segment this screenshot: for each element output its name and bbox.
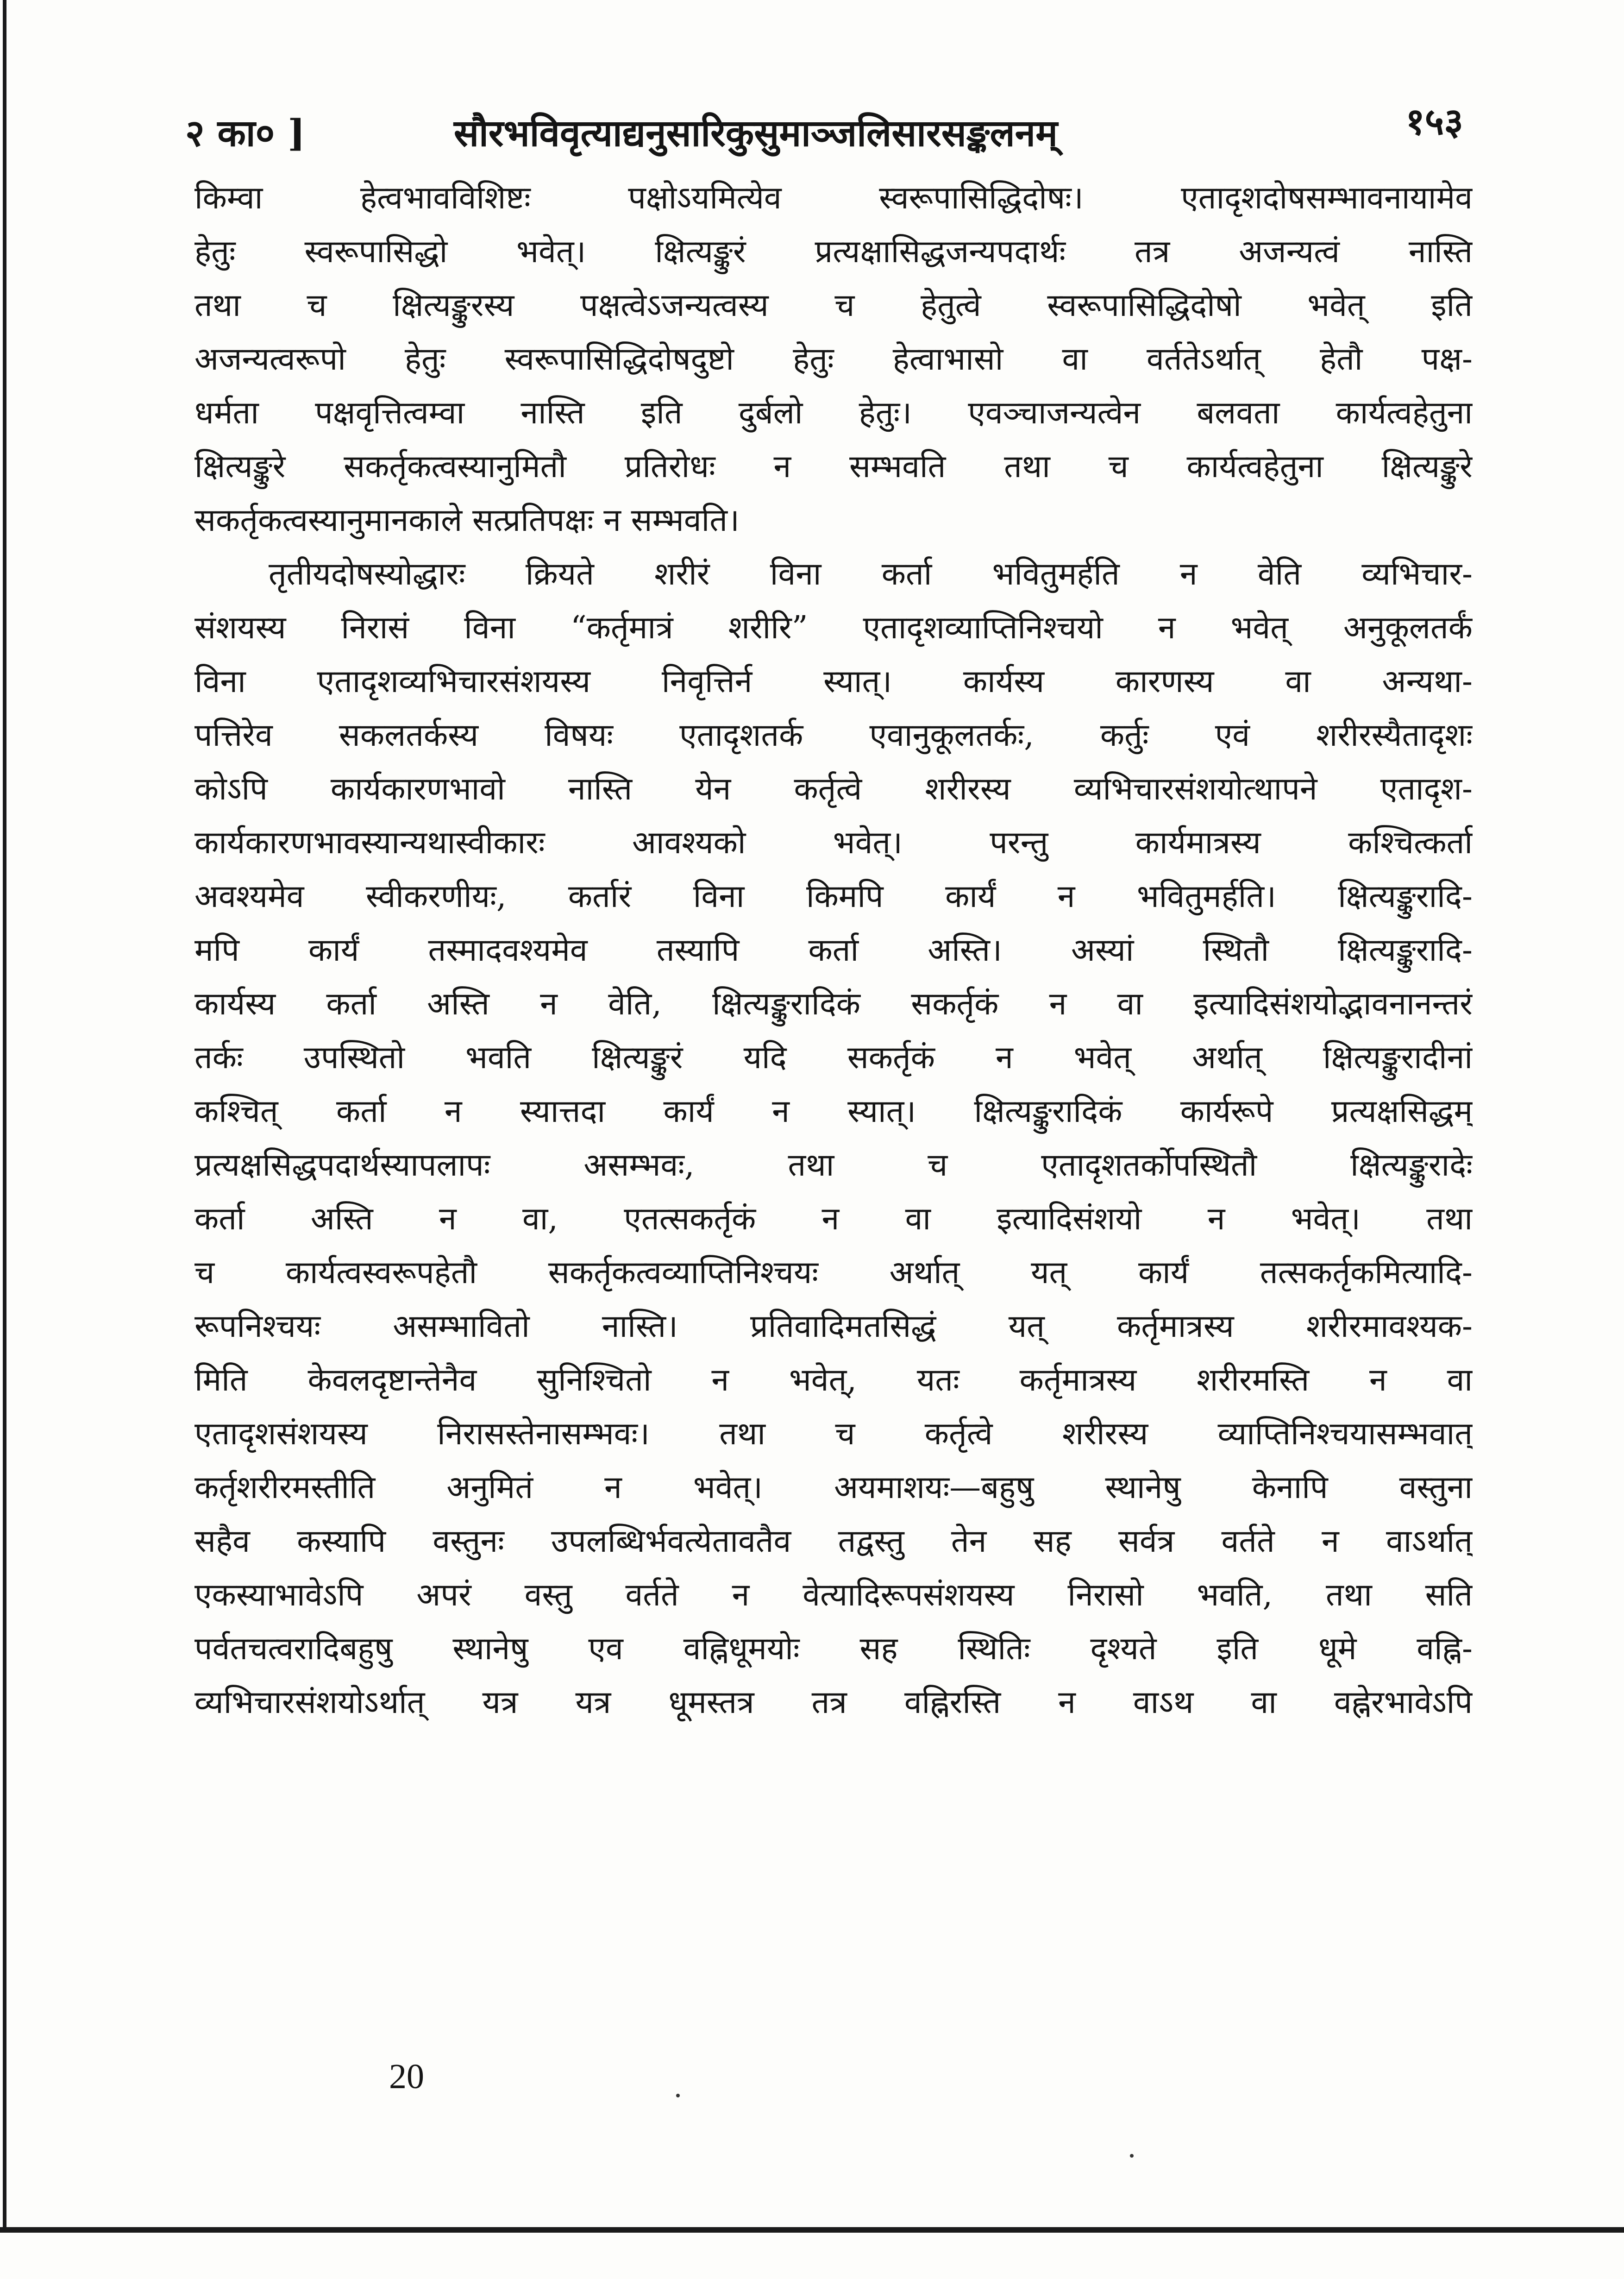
text-line: कोऽपि कार्यकारणभावो नास्ति येन कर्तृत्वे शरीरस्य व्यभिचारसंशयोत्थापने एतादृश- <box>194 771 1473 807</box>
text-line: कार्यस्य कर्ता अस्ति न वेति, क्षित्यङ्कुरादिकं सकर्तृकं न वा इत्यादिसंशयोद्भावनानन्तरं <box>194 986 1473 1022</box>
body-text <box>194 171 1473 1730</box>
left-binding-edge <box>3 0 6 2228</box>
text-line: हेतुः स्वरूपासिद्धो भवेत्। क्षित्यङ्कुरं प्रत्यक्षासिद्धजन्यपदार्थः तत्र अजन्यत्वं नास्ति <box>194 233 1473 270</box>
text-line: प्रत्यक्षसिद्धपदार्थस्यापलापः असम्भवः, तथा च एतादृशतर्कोपस्थितौ क्षित्यङ्कुरादेः <box>194 1147 1473 1184</box>
text-line: एतादृशसंशयस्य निरासस्तेनासम्भवः। तथा च कर्तृत्वे शरीरस्य व्याप्तिनिश्चयासम्भवात् <box>194 1416 1473 1452</box>
text-line: मपि कार्यं तस्मादवश्यमेव तस्यापि कर्ता अस्ति। अस्यां स्थितौ क्षित्यङ्कुरादि- <box>194 932 1473 969</box>
text-line: कर्तृशरीरमस्तीति अनुमितं न भवेत्। अयमाशयः—बहुषु स्थानेषु केनापि वस्तुना <box>194 1469 1473 1506</box>
scan-speck <box>1130 2154 1134 2158</box>
text-line: संशयस्य निरासं विना “कर्तृमात्रं शरीरि” एतादृशव्याप्तिनिश्चयो न भवेत् अनुकूलतर्कं <box>194 610 1473 646</box>
text-line: कर्ता अस्ति न वा, एतत्सकर्तृकं न वा इत्यादिसंशयो न भवेत्। तथा <box>194 1201 1473 1237</box>
text-line: कश्चित् कर्ता न स्यात्तदा कार्यं न स्यात्। क्षित्यङ्कुरादिकं कार्यरूपे प्रत्यक्षसिद्धम् <box>194 1093 1473 1130</box>
text-line: अवश्यमेव स्वीकरणीयः, कर्तारं विना किमपि कार्यं न भवितुमर्हति। क्षित्यङ्कुरादि- <box>194 878 1473 915</box>
text-line: अजन्यत्वरूपो हेतुः स्वरूपासिद्धिदोषदुष्टो हेतुः हेत्वाभासो वा वर्ततेऽर्थात् हेतौ पक्ष- <box>194 341 1473 378</box>
text-line: कार्यकारणभावस्यान्यथास्वीकारः आवश्यको भवेत्। परन्तु कार्यमात्रस्य कश्चित्कर्ता <box>194 825 1473 861</box>
text-line: तथा च क्षित्यङ्कुरस्य पक्षत्वेऽजन्यत्वस्य च हेतुत्वे स्वरूपासिद्धिदोषो भवेत् इति <box>194 287 1473 324</box>
chapter-marker: २ का० ] <box>185 111 305 155</box>
text-line: विना एतादृशव्यभिचारसंशयस्य निवृत्तिर्न स्यात्। कार्यस्य कारणस्य वा अन्यथा- <box>194 663 1473 700</box>
text-line: पर्वतचत्वरादिबहुषु स्थानेषु एव वह्निधूमयोः सह स्थितिः दृश्यते इति धूमे वह्नि- <box>194 1631 1473 1667</box>
text-line: किम्वा हेत्वभावविशिष्टः पक्षोऽयमित्येव स्वरूपासिद्धिदोषः। एतादृशदोषसम्भावनायामेव <box>194 180 1473 216</box>
text-line: धर्मता पक्षवृत्तित्वम्वा नास्ति इति दुर्बलो हेतुः। एवञ्चाजन्यत्वेन बलवता कार्यत्वहेतुना <box>194 395 1473 431</box>
text-line: तर्कः उपस्थितो भवति क्षित्यङ्कुरं यदि सकर्तृकं न भवेत् अर्थात् क्षित्यङ्कुरादीनां <box>194 1039 1473 1076</box>
text-line: सहैव कस्यापि वस्तुनः उपलब्धिर्भवत्येतावतैव तद्वस्तु तेन सह सर्वत्र वर्तते न वाऽर्थात् <box>194 1523 1473 1560</box>
text-line: मिति केवलदृष्टान्तेनैव सुनिश्चितो न भवेत्, यतः कर्तृमात्रस्य शरीरमस्ति न वा <box>194 1362 1473 1398</box>
signature-mark: 20 <box>389 2057 424 2096</box>
bottom-page-edge <box>0 2227 1624 2233</box>
text-line: सकर्तृकत्वस्यानुमानकाले सत्प्रतिपक्षः न सम्भवति। <box>194 502 740 539</box>
text-line: व्यभिचारसंशयोऽर्थात् यत्र यत्र धूमस्तत्र तत्र वह्निरस्ति न वाऽथ वा वह्नेरभावेऽपि <box>194 1684 1473 1721</box>
scan-speck <box>676 2094 680 2097</box>
text-line: रूपनिश्चयः असम्भावितो नास्ति। प्रतिवादिमतसिद्धं यत् कर्तृमात्रस्य शरीरमावश्यक- <box>194 1308 1473 1345</box>
page-number: १५३ <box>1405 100 1463 143</box>
text-line: च कार्यत्वस्वरूपहेतौ सकर्तृकत्वव्याप्तिनिश्चयः अर्थात् यत् कार्यं तत्सकर्तृकमित्यादि- <box>194 1254 1473 1291</box>
text-line: एकस्याभावेऽपि अपरं वस्तु वर्तते न वेत्यादिरूपसंशयस्य निरासो भवति, तथा सति <box>194 1577 1473 1613</box>
text-line: पत्तिरेव सकलतर्कस्य विषयः एतादृशतर्क एवानुकूलतर्कः, कर्तुः एवं शरीरस्यैतादृशः <box>194 717 1473 754</box>
text-line: क्षित्यङ्कुरे सकर्तृकत्वस्यानुमितौ प्रतिरोधः न सम्भवति तथा च कार्यत्वहेतुना क्षित्यङ्कुरे <box>194 448 1473 485</box>
paragraph-start-line: तृतीयदोषस्योद्धारः क्रियते शरीरं विना कर्ता भवितुमर्हति न वेति व्यभिचार- <box>269 556 1473 592</box>
running-title: सौरभविवृत्याद्यनुसारिकुसुमाञ्जलिसारसङ्कलनम् <box>454 111 1058 155</box>
running-head <box>185 95 1463 155</box>
